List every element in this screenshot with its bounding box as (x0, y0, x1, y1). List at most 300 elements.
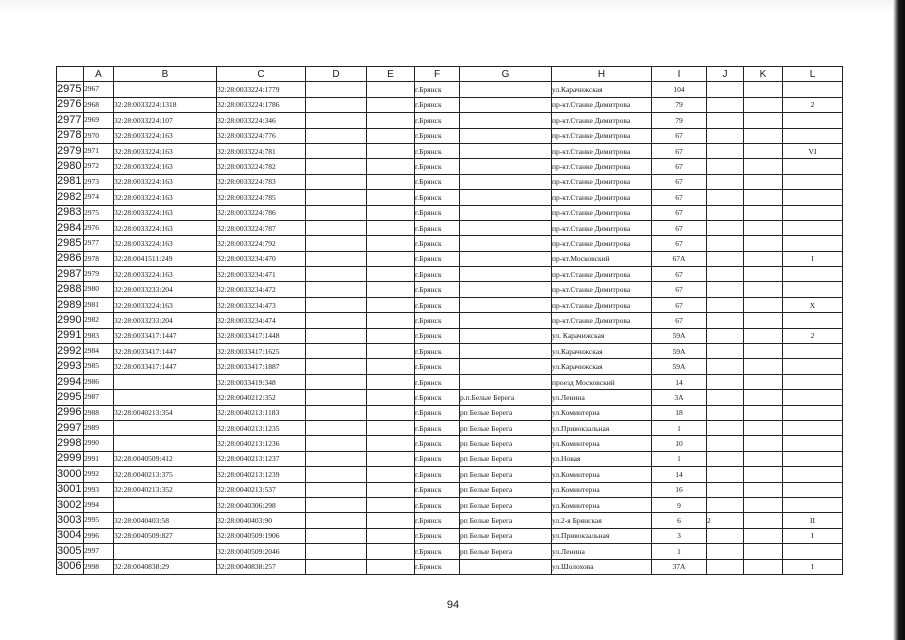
cell-i: 67 (652, 220, 707, 235)
cell-f: г.Брянск (415, 190, 460, 205)
cell-e (367, 159, 415, 174)
cell-f: г.Брянск (415, 544, 460, 559)
cell-c: 32:28:0040213:1235 (217, 420, 306, 435)
column-header-j: J (707, 67, 744, 82)
cell-j (707, 97, 744, 112)
cell-d (306, 174, 367, 189)
cell-d (306, 159, 367, 174)
cell-b: 32:28:0033233:204 (114, 313, 217, 328)
cell-i: 10 (652, 436, 707, 451)
row-number: 2983 (57, 205, 84, 220)
column-header-row (57, 67, 843, 82)
cell-k (744, 559, 783, 574)
cell-d (306, 205, 367, 220)
cell-a: 2970 (84, 128, 114, 143)
row-number: 2998 (57, 436, 84, 451)
scan-top-edge (0, 0, 905, 14)
row-number: 2977 (57, 113, 84, 128)
cell-h: проезд Московский (552, 374, 652, 389)
cell-i: 67 (652, 313, 707, 328)
cell-b: 32:28:0033417:1447 (114, 328, 217, 343)
cell-e (367, 513, 415, 528)
cell-f: г.Брянск (415, 113, 460, 128)
cell-g (460, 82, 552, 97)
cell-l: VI (783, 143, 843, 158)
cell-l (783, 390, 843, 405)
row-number: 2976 (57, 97, 84, 112)
cell-c: 32:28:0033224:792 (217, 236, 306, 251)
cell-l (783, 267, 843, 282)
cell-f: г.Брянск (415, 467, 460, 482)
cell-a: 2989 (84, 420, 114, 435)
table-row (57, 143, 843, 158)
row-number: 2986 (57, 251, 84, 266)
table-row (57, 128, 843, 143)
cell-k (744, 205, 783, 220)
cell-a: 2976 (84, 220, 114, 235)
cell-b: 32:28:0033224:163 (114, 220, 217, 235)
cell-j (707, 436, 744, 451)
cell-h: ул.Привокзальная (552, 528, 652, 543)
cell-g (460, 374, 552, 389)
cell-i: 67 (652, 267, 707, 282)
cell-j (707, 328, 744, 343)
row-number: 3005 (57, 544, 84, 559)
cell-h: пр-кт.Станке Димитрова (552, 236, 652, 251)
cell-h: пр-кт.Станке Димитрова (552, 205, 652, 220)
cell-l: I (783, 251, 843, 266)
cell-j (707, 205, 744, 220)
cell-g: рп Белые Берега (460, 436, 552, 451)
cell-g: рп Белые Берега (460, 513, 552, 528)
cell-g (460, 344, 552, 359)
table-row (57, 544, 843, 559)
cell-d (306, 190, 367, 205)
cell-i: 67 (652, 205, 707, 220)
cell-h: пр-кт.Станке Димитрова (552, 220, 652, 235)
cell-d (306, 143, 367, 158)
cell-h: ул.Ленина (552, 390, 652, 405)
column-header-l: L (783, 67, 843, 82)
cell-c: 32:28:0033417:1448 (217, 328, 306, 343)
cell-j (707, 190, 744, 205)
cell-e (367, 467, 415, 482)
cell-l (783, 159, 843, 174)
cell-j (707, 528, 744, 543)
cell-c: 32:28:0033224:785 (217, 190, 306, 205)
cell-c: 32:28:0040306:298 (217, 497, 306, 512)
row-number: 2978 (57, 128, 84, 143)
cell-e (367, 267, 415, 282)
cell-k (744, 282, 783, 297)
cell-g: рп Белые Берега (460, 420, 552, 435)
cell-e (367, 374, 415, 389)
cell-b: 32:28:0033224:1318 (114, 97, 217, 112)
cell-l (783, 220, 843, 235)
cell-i: 3А (652, 390, 707, 405)
cell-f: г.Брянск (415, 297, 460, 312)
cell-k (744, 390, 783, 405)
cell-h: ул.Коминтерна (552, 482, 652, 497)
cell-i: 79 (652, 97, 707, 112)
table-row (57, 297, 843, 312)
cell-d (306, 82, 367, 97)
cell-f: г.Брянск (415, 359, 460, 374)
cell-j (707, 559, 744, 574)
cell-c: 32:28:0040212:352 (217, 390, 306, 405)
cell-i: 59А (652, 344, 707, 359)
cell-i: 3 (652, 528, 707, 543)
cell-h: ул.Привокзальная (552, 420, 652, 435)
row-number: 2980 (57, 159, 84, 174)
cell-c: 32:28:0033224:776 (217, 128, 306, 143)
cell-e (367, 297, 415, 312)
cell-a: 2968 (84, 97, 114, 112)
cell-j (707, 420, 744, 435)
cell-a: 2988 (84, 405, 114, 420)
cell-h: пр-кт.Станке Димитрова (552, 174, 652, 189)
cell-d (306, 513, 367, 528)
cell-i: 1 (652, 451, 707, 466)
scan-binding-shadow (893, 0, 905, 640)
cell-d (306, 359, 367, 374)
cell-b: 32:28:0033224:163 (114, 159, 217, 174)
cell-b: 32:28:0033417:1447 (114, 359, 217, 374)
cell-b: 32:28:0033224:107 (114, 113, 217, 128)
cell-h: пр-кт.Московский (552, 251, 652, 266)
cell-d (306, 528, 367, 543)
cell-i: 14 (652, 467, 707, 482)
cell-h: пр-кт.Станке Димитрова (552, 267, 652, 282)
cell-k (744, 374, 783, 389)
cell-i: 67 (652, 128, 707, 143)
cell-l (783, 497, 843, 512)
cell-g: рп Белые Берега (460, 528, 552, 543)
cell-e (367, 482, 415, 497)
cell-b: 32:28:0040213:354 (114, 405, 217, 420)
cell-k (744, 359, 783, 374)
cell-b: 32:28:0033224:163 (114, 190, 217, 205)
cell-g: рп Белые Берега (460, 497, 552, 512)
cell-h: ул.Коминтерна (552, 405, 652, 420)
cell-k (744, 236, 783, 251)
cell-b (114, 436, 217, 451)
cell-a: 2973 (84, 174, 114, 189)
cell-f: г.Брянск (415, 390, 460, 405)
cell-a: 2990 (84, 436, 114, 451)
cell-a: 2985 (84, 359, 114, 374)
cell-e (367, 559, 415, 574)
cell-b: 32:28:0033224:163 (114, 128, 217, 143)
cell-h: пр-кт.Станке Димитрова (552, 159, 652, 174)
cell-i: 67 (652, 190, 707, 205)
cell-b (114, 374, 217, 389)
cell-c: 32:28:0040213:1237 (217, 451, 306, 466)
cell-c: 32:28:0033224:782 (217, 159, 306, 174)
row-number: 2995 (57, 390, 84, 405)
cell-b (114, 420, 217, 435)
cell-k (744, 328, 783, 343)
cell-g (460, 251, 552, 266)
cell-k (744, 82, 783, 97)
cell-c: 32:28:0040213:1236 (217, 436, 306, 451)
row-number: 3002 (57, 497, 84, 512)
cell-f: г.Брянск (415, 236, 460, 251)
cell-j (707, 82, 744, 97)
table-row (57, 174, 843, 189)
cell-j (707, 390, 744, 405)
cell-k (744, 97, 783, 112)
cell-j (707, 159, 744, 174)
cell-f: г.Брянск (415, 436, 460, 451)
cell-j (707, 467, 744, 482)
table-row (57, 97, 843, 112)
cell-a: 2980 (84, 282, 114, 297)
cell-i: 67 (652, 143, 707, 158)
cell-d (306, 451, 367, 466)
cell-f: г.Брянск (415, 82, 460, 97)
cell-c: 32:28:0033234:474 (217, 313, 306, 328)
cell-k (744, 436, 783, 451)
table-row (57, 267, 843, 282)
cell-b: 32:28:0033224:163 (114, 267, 217, 282)
cell-d (306, 405, 367, 420)
cell-d (306, 482, 367, 497)
cell-l (783, 405, 843, 420)
cell-l: 2 (783, 328, 843, 343)
cell-j (707, 344, 744, 359)
table-row (57, 436, 843, 451)
cell-f: г.Брянск (415, 128, 460, 143)
cell-k (744, 467, 783, 482)
cell-h: пр-кт.Станке Димитрова (552, 97, 652, 112)
cell-d (306, 297, 367, 312)
cell-k (744, 420, 783, 435)
column-header-a: A (84, 67, 114, 82)
cell-h: ул.Коминтерна (552, 436, 652, 451)
cell-h: пр-кт.Станке Димитрова (552, 113, 652, 128)
cell-c: 32:28:0040838:257 (217, 559, 306, 574)
cell-h: пр-кт.Станке Димитрова (552, 190, 652, 205)
cell-c: 32:28:0033234:473 (217, 297, 306, 312)
cell-i: 37А (652, 559, 707, 574)
cell-d (306, 251, 367, 266)
cell-l (783, 374, 843, 389)
cell-i: 67 (652, 297, 707, 312)
cell-d (306, 282, 367, 297)
row-number: 2991 (57, 328, 84, 343)
cell-k (744, 313, 783, 328)
cell-e (367, 143, 415, 158)
row-number: 3001 (57, 482, 84, 497)
cell-l: I (783, 559, 843, 574)
row-number: 3000 (57, 467, 84, 482)
cell-c: 32:28:0033234:471 (217, 267, 306, 282)
cell-a: 2994 (84, 497, 114, 512)
cell-l (783, 313, 843, 328)
cell-h: пр-кт.Станке Димитрова (552, 143, 652, 158)
column-header-k: K (744, 67, 783, 82)
cell-f: г.Брянск (415, 482, 460, 497)
cell-k (744, 113, 783, 128)
row-number: 2992 (57, 344, 84, 359)
column-header-g: G (460, 67, 552, 82)
cell-d (306, 559, 367, 574)
cell-e (367, 328, 415, 343)
cell-l (783, 544, 843, 559)
cell-e (367, 174, 415, 189)
cell-j (707, 282, 744, 297)
cell-b: 32:28:0040213:352 (114, 482, 217, 497)
row-number: 3004 (57, 528, 84, 543)
cell-e (367, 97, 415, 112)
cell-k (744, 344, 783, 359)
cell-k (744, 159, 783, 174)
cell-a: 2972 (84, 159, 114, 174)
cell-k (744, 482, 783, 497)
cell-c: 32:28:0033224:346 (217, 113, 306, 128)
cell-d (306, 128, 367, 143)
cell-b: 32:28:0033224:163 (114, 143, 217, 158)
table-row (57, 236, 843, 251)
cell-l (783, 436, 843, 451)
cell-k (744, 267, 783, 282)
column-header-c: C (217, 67, 306, 82)
column-header-f: F (415, 67, 460, 82)
cell-f: г.Брянск (415, 405, 460, 420)
cell-a: 2983 (84, 328, 114, 343)
table-row (57, 328, 843, 343)
cell-j: 2 (707, 513, 744, 528)
row-number: 2990 (57, 313, 84, 328)
column-header-b: B (114, 67, 217, 82)
cell-i: 67 (652, 282, 707, 297)
row-number: 2996 (57, 405, 84, 420)
table-row (57, 251, 843, 266)
cell-e (367, 497, 415, 512)
cell-g (460, 313, 552, 328)
cell-e (367, 128, 415, 143)
cell-f: г.Брянск (415, 328, 460, 343)
cell-e (367, 82, 415, 97)
cell-f: г.Брянск (415, 174, 460, 189)
cell-l (783, 128, 843, 143)
cell-j (707, 236, 744, 251)
table-row (57, 497, 843, 512)
cell-i: 59А (652, 328, 707, 343)
cell-f: г.Брянск (415, 143, 460, 158)
row-number: 2988 (57, 282, 84, 297)
cell-k (744, 190, 783, 205)
cell-b: 32:28:0040509:412 (114, 451, 217, 466)
cell-k (744, 544, 783, 559)
cell-i: 14 (652, 374, 707, 389)
cell-g: р.п.Белые Берега (460, 390, 552, 405)
cell-g (460, 297, 552, 312)
cell-j (707, 251, 744, 266)
cell-h: ул.Карачижская (552, 344, 652, 359)
cell-g (460, 236, 552, 251)
cell-g (460, 113, 552, 128)
cell-k (744, 251, 783, 266)
cell-e (367, 405, 415, 420)
cell-f: г.Брянск (415, 497, 460, 512)
row-number: 2989 (57, 297, 84, 312)
cell-l: X (783, 297, 843, 312)
cell-e (367, 113, 415, 128)
cell-a: 2991 (84, 451, 114, 466)
cell-g (460, 190, 552, 205)
cell-a: 2992 (84, 467, 114, 482)
cell-f: г.Брянск (415, 374, 460, 389)
table-row (57, 113, 843, 128)
cell-l (783, 236, 843, 251)
cell-d (306, 420, 367, 435)
cell-d (306, 313, 367, 328)
cell-d (306, 467, 367, 482)
cell-c: 32:28:0040403:90 (217, 513, 306, 528)
cell-j (707, 451, 744, 466)
cell-i: 18 (652, 405, 707, 420)
table-row (57, 451, 843, 466)
table-row (57, 405, 843, 420)
cell-e (367, 390, 415, 405)
column-header-d: D (306, 67, 367, 82)
cell-k (744, 128, 783, 143)
cell-h: ул.Коминтерна (552, 467, 652, 482)
cell-k (744, 513, 783, 528)
row-number: 2987 (57, 267, 84, 282)
cell-j (707, 297, 744, 312)
cell-i: 67 (652, 159, 707, 174)
cell-i: 67 (652, 174, 707, 189)
cell-c: 32:28:0040213:1239 (217, 467, 306, 482)
cell-c: 32:28:0033224:783 (217, 174, 306, 189)
cell-f: г.Брянск (415, 159, 460, 174)
cell-l: 2 (783, 97, 843, 112)
table-row (57, 528, 843, 543)
row-number: 2999 (57, 451, 84, 466)
cell-i: 1 (652, 420, 707, 435)
cell-g (460, 328, 552, 343)
cell-h: ул.Шолохова (552, 559, 652, 574)
cell-f: г.Брянск (415, 313, 460, 328)
cell-a: 2981 (84, 297, 114, 312)
column-header-i: I (652, 67, 707, 82)
cell-f: г.Брянск (415, 282, 460, 297)
cell-j (707, 128, 744, 143)
table-row (57, 467, 843, 482)
cell-b: 32:28:0033224:163 (114, 174, 217, 189)
cell-l (783, 467, 843, 482)
cell-a: 2996 (84, 528, 114, 543)
cell-e (367, 436, 415, 451)
cell-l (783, 82, 843, 97)
cell-j (707, 113, 744, 128)
cell-e (367, 359, 415, 374)
cell-c: 32:28:0040213:537 (217, 482, 306, 497)
cell-f: г.Брянск (415, 451, 460, 466)
cell-i: 79 (652, 113, 707, 128)
cell-d (306, 497, 367, 512)
table-row (57, 359, 843, 374)
cell-a: 2975 (84, 205, 114, 220)
table-row (57, 482, 843, 497)
cell-j (707, 359, 744, 374)
cell-k (744, 297, 783, 312)
row-number: 2981 (57, 174, 84, 189)
cell-d (306, 544, 367, 559)
